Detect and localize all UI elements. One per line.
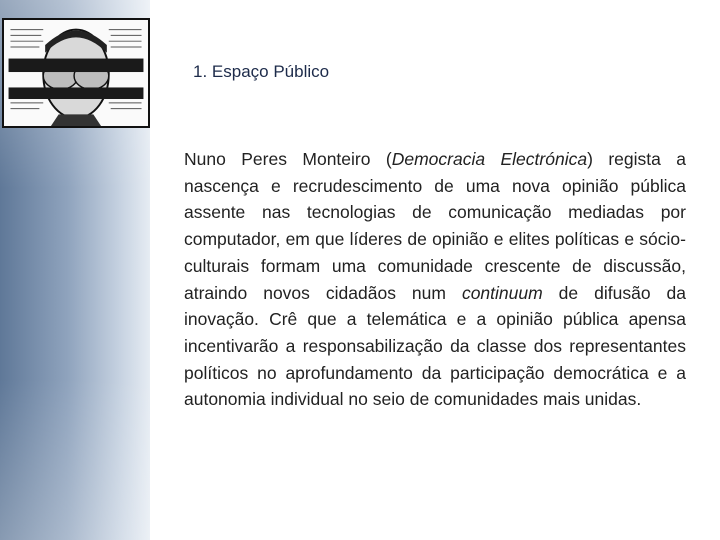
slide-title: 1. Espaço Público [193,62,330,81]
paragraph-text-3: de difusão da inovação. Crê que a telemática e a opinião pública apensa incentivarão a responsabilização da classe dos representantes políticos no aprofundamento da participação democrática e a autonomia individual no seio de comunidades mais unidas. [184,282,686,410]
censored-face-illustration-icon [2,18,150,128]
paragraph-text-2: ) regista a nascença e recrudescimento de uma nova opinião pública assente nas tecnologias de comunicação mediadas por computador, em que líderes de opinião e elites políticas e sócio-culturais formam uma comunidade crescente de discussão, atraindo novos cidadãos num [184,149,686,303]
paragraph-italic-term: continuum [461,282,543,303]
paragraph-text-1: Nuno Peres Monteiro ( [184,149,392,169]
paragraph-italic-title: Democracia Electrónica [391,149,588,169]
body-paragraph [184,146,686,413]
